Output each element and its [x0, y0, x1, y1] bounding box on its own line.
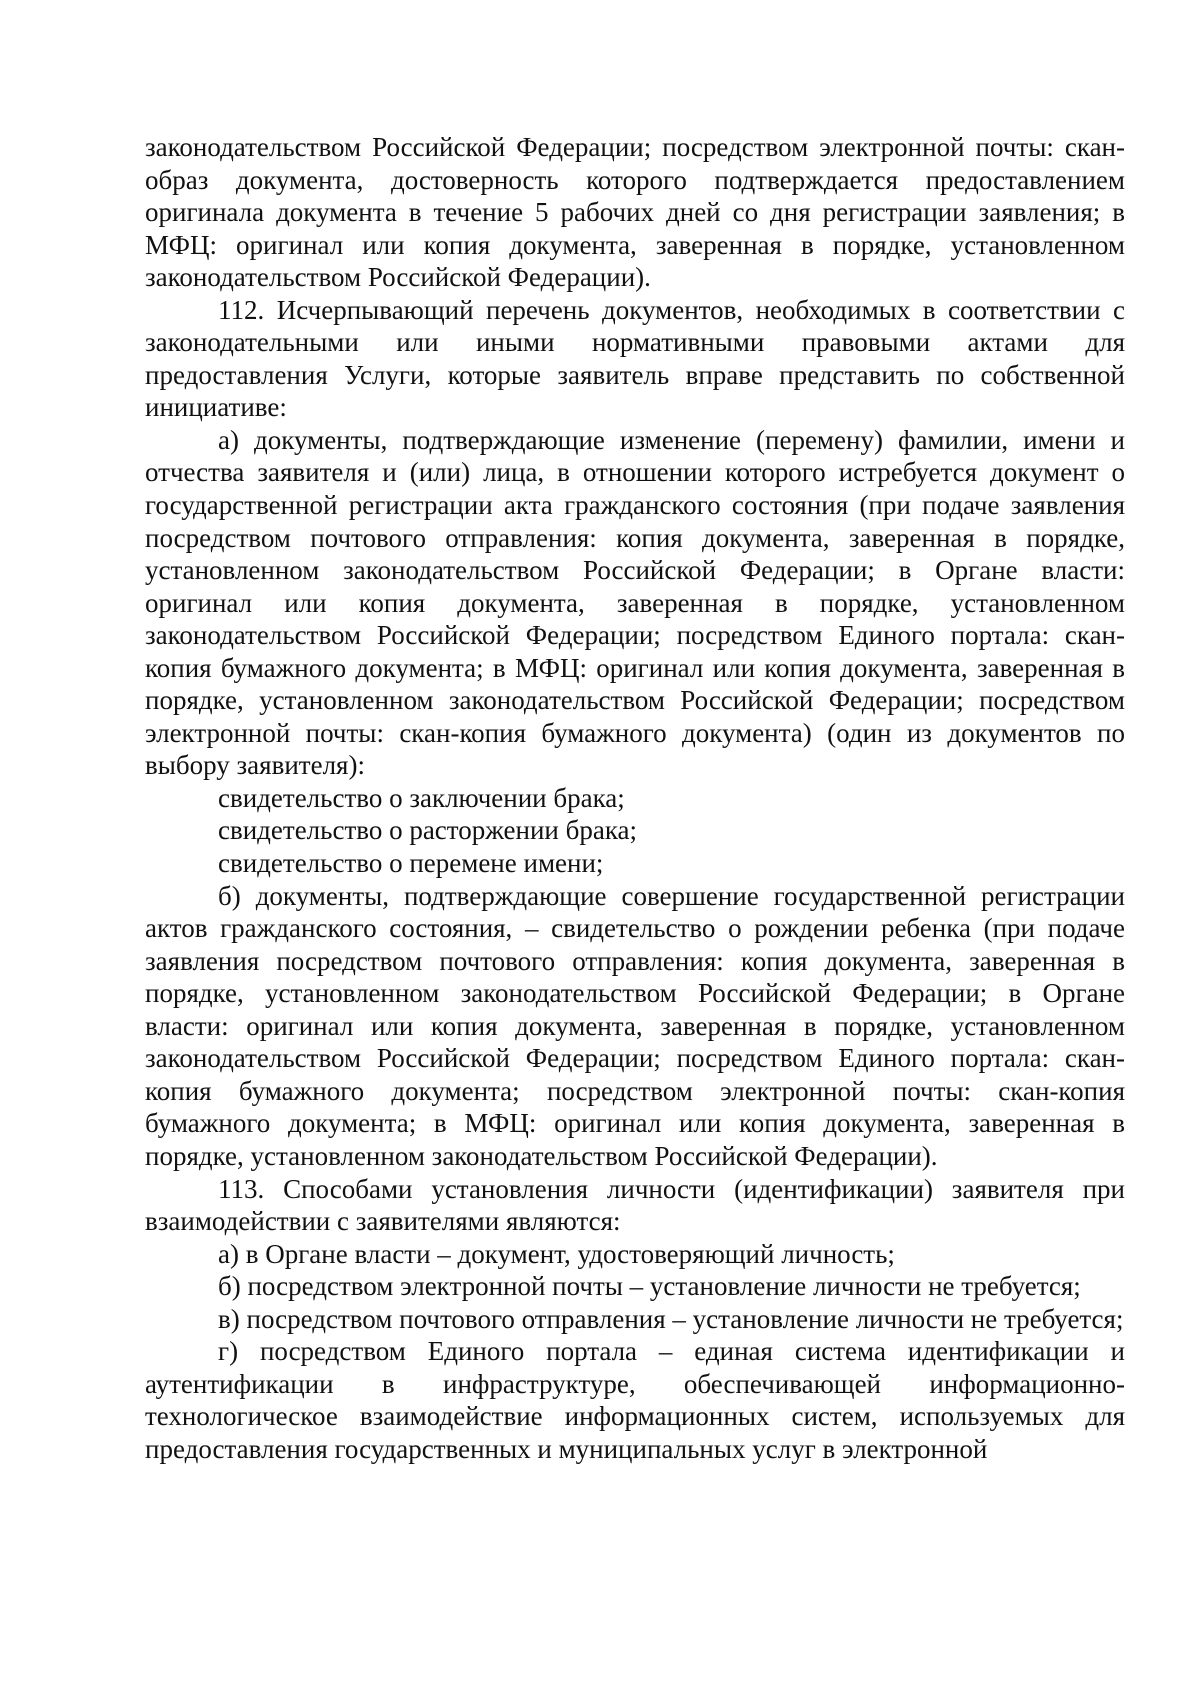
- paragraph-113-a: а) в Органе власти – документ, удостоверяющий личность;: [218, 1238, 895, 1269]
- list-item-divorce-certificate: свидетельство о расторжении брака;: [218, 815, 638, 846]
- paragraph-113: 113. Способами установления личности (идентификации) заявителя при взаимодействии с заявителями являются:: [145, 1173, 1125, 1237]
- list-item-marriage-certificate: свидетельство о заключении брака;: [218, 782, 625, 813]
- paragraph-112: 112. Исчерпывающий перечень документов, необходимых в соответствии с законодательными или иными нормативными правовыми актами для предоставления Услуги, которые заявитель вправе представить по собственной инициативе:: [145, 294, 1125, 423]
- paragraph-113-b: б) посредством электронной почты – установление личности не требуется;: [218, 1271, 1081, 1302]
- list-item-name-change-certificate: свидетельство о перемене имени;: [218, 848, 604, 879]
- paragraph-113-v: в) посредством почтового отправления – установление личности не требуется;: [218, 1303, 1124, 1334]
- paragraph-112-a: а) документы, подтверждающие изменение (перемену) фамилии, имени и отчества заявителя и (или) лица, в отношении которого истребуется документ о государственной регистрации акта гражданского состояния (при подаче заявления посредством почтового отправления: копия документа, заверенная в порядке, установленном законодательством Российской Федерации; в Органе власти: оригинал или копия документа, заверенная в порядке, установленном законодательством Российской Федерации; посредством Единого портала: скан-копия бумажного документа; в МФЦ: оригинал или копия документа, заверенная в порядке, установленном законодательством Российской Федерации; посредством электронной почты: скан-копия бумажного документа) (один из документов по выбору заявителя):: [145, 424, 1125, 781]
- document-page: [145, 131, 1125, 1465]
- paragraph-113-g: г) посредством Единого портала – единая система идентификации и аутентификации в инфраструктуре, обеспечивающей информационно-технологическое взаимодействие информационных систем, используемых для предоставления государственных и муниципальных услуг в электронной: [145, 1336, 1125, 1464]
- paragraph-continuation: законодательством Российской Федерации; посредством электронной почты: скан-образ документа, достоверность которого подтверждается предоставлением оригинала документа в течение 5 рабочих дней со дня регистрации заявления; в МФЦ: оригинал или копия документа, заверенная в порядке, установленном законодательством Российской Федерации).: [145, 132, 1125, 293]
- paragraph-112-b: б) документы, подтверждающие совершение государственной регистрации актов гражданского состояния, – свидетельство о рождении ребенка (при подаче заявления посредством почтового отправления: копия документа, заверенная в порядке, установленном законодательством Российской Федерации; в Органе власти: оригинал или копия документа, заверенная в порядке, установленном законодательством Российской Федерации; посредством Единого портала: скан-копия бумажного документа; посредством электронной почты: скан-копия бумажного документа; в МФЦ: оригинал или копия документа, заверенная в порядке, установленном законодательством Российской Федерации).: [145, 880, 1125, 1171]
